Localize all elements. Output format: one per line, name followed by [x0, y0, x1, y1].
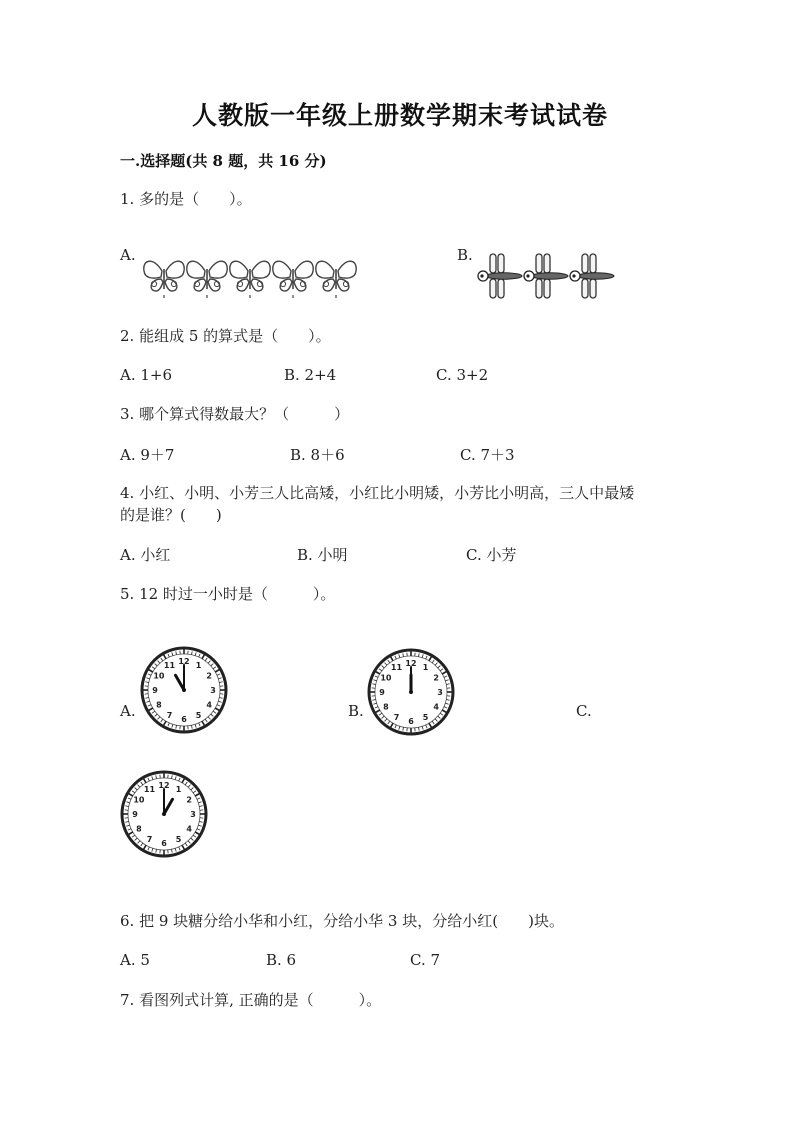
svg-text:6: 6 [181, 715, 187, 724]
dragonfly-icon-group [476, 250, 620, 302]
svg-text:9: 9 [152, 686, 158, 695]
svg-text:7: 7 [166, 711, 173, 721]
svg-text:6: 6 [161, 839, 167, 848]
question-5: 5. 12 时过一小时是（ ）。 [120, 585, 336, 603]
butterfly-icon [187, 261, 227, 298]
q4-option-c: C. 小芳 [466, 546, 517, 564]
q6-option-c: C. 7 [410, 951, 441, 969]
svg-text:2: 2 [186, 795, 192, 805]
svg-text:3: 3 [210, 686, 216, 695]
q6-option-b: B. 6 [266, 951, 297, 969]
butterfly-icon [144, 261, 184, 298]
question-4-line-2: 的是谁？( ) [120, 506, 222, 524]
svg-text:3: 3 [190, 810, 196, 819]
svg-text:10: 10 [133, 795, 145, 805]
q2-option-b: B. 2+4 [284, 366, 337, 384]
clock-icon-b [367, 648, 455, 736]
svg-text:10: 10 [380, 673, 392, 683]
svg-text:6: 6 [408, 717, 414, 726]
clock-icon-a [140, 646, 228, 734]
q3-option-b: B. 8＋6 [290, 446, 345, 464]
dragonfly-icon [570, 254, 614, 298]
butterfly-icon [230, 261, 270, 298]
svg-text:5: 5 [195, 711, 202, 721]
butterfly-icon-group [144, 255, 360, 301]
svg-text:11: 11 [143, 784, 156, 794]
svg-text:9: 9 [132, 810, 138, 819]
question-4-line-1: 4. 小红、小明、小芳三人比高矮，小红比小明矮，小芳比小明高，三人中最矮 [120, 484, 635, 502]
q4-option-b: B. 小明 [297, 546, 348, 564]
question-7: 7. 看图列式计算, 正确的是（ ）。 [120, 991, 382, 1009]
question-2: 2. 能组成 5 的算式是（ ）。 [120, 327, 331, 345]
svg-text:9: 9 [379, 688, 385, 697]
page-title: 人教版一年级上册数学期末考试试卷 [191, 101, 608, 130]
q2-option-c: C. 3+2 [436, 366, 489, 384]
svg-text:8: 8 [136, 824, 142, 834]
q3-option-a: A. 9＋7 [120, 446, 175, 464]
svg-text:2: 2 [433, 673, 439, 683]
svg-text:8: 8 [383, 702, 389, 712]
section-heading: 一.选择题(共 8 题，共 16 分) [120, 152, 327, 170]
dragonfly-icon [478, 254, 522, 298]
q1-option-a-label: A. [120, 246, 136, 264]
q3-option-c: C. 7＋3 [460, 446, 515, 464]
butterfly-icon [316, 261, 356, 298]
svg-text:1: 1 [175, 784, 182, 794]
question-1: 1. 多的是（ ）。 [120, 190, 252, 208]
q5-option-b-label: B. [348, 702, 364, 720]
svg-text:1: 1 [195, 660, 202, 670]
svg-text:7: 7 [146, 835, 153, 845]
svg-text:11: 11 [163, 660, 176, 670]
question-3: 3. 哪个算式得数最大？（ ） [120, 405, 350, 423]
svg-text:12: 12 [178, 657, 190, 666]
q4-option-a: A. 小红 [120, 546, 171, 564]
q2-option-a: A. 1+6 [120, 366, 173, 384]
svg-text:1: 1 [422, 662, 429, 672]
svg-text:4: 4 [206, 700, 212, 710]
clock-icon-c [120, 770, 208, 858]
svg-text:11: 11 [390, 662, 403, 672]
q5-option-c-label: C. [576, 702, 592, 720]
question-6: 6. 把 9 块糖分给小华和小红，分给小华 3 块，分给小红( )块。 [120, 912, 564, 930]
q6-option-a: A. 5 [120, 951, 150, 969]
svg-text:8: 8 [156, 700, 162, 710]
butterfly-icon [273, 261, 313, 298]
svg-text:5: 5 [422, 713, 429, 723]
svg-text:10: 10 [153, 671, 165, 681]
svg-text:3: 3 [437, 688, 443, 697]
q1-option-b-label: B. [457, 246, 473, 264]
q5-option-a-label: A. [120, 702, 136, 720]
dragonfly-icon [524, 254, 568, 298]
svg-text:7: 7 [393, 713, 400, 723]
svg-text:4: 4 [186, 824, 192, 834]
svg-text:2: 2 [206, 671, 212, 681]
svg-text:12: 12 [405, 659, 417, 668]
svg-text:12: 12 [158, 781, 170, 790]
svg-text:4: 4 [433, 702, 439, 712]
svg-text:5: 5 [175, 835, 182, 845]
